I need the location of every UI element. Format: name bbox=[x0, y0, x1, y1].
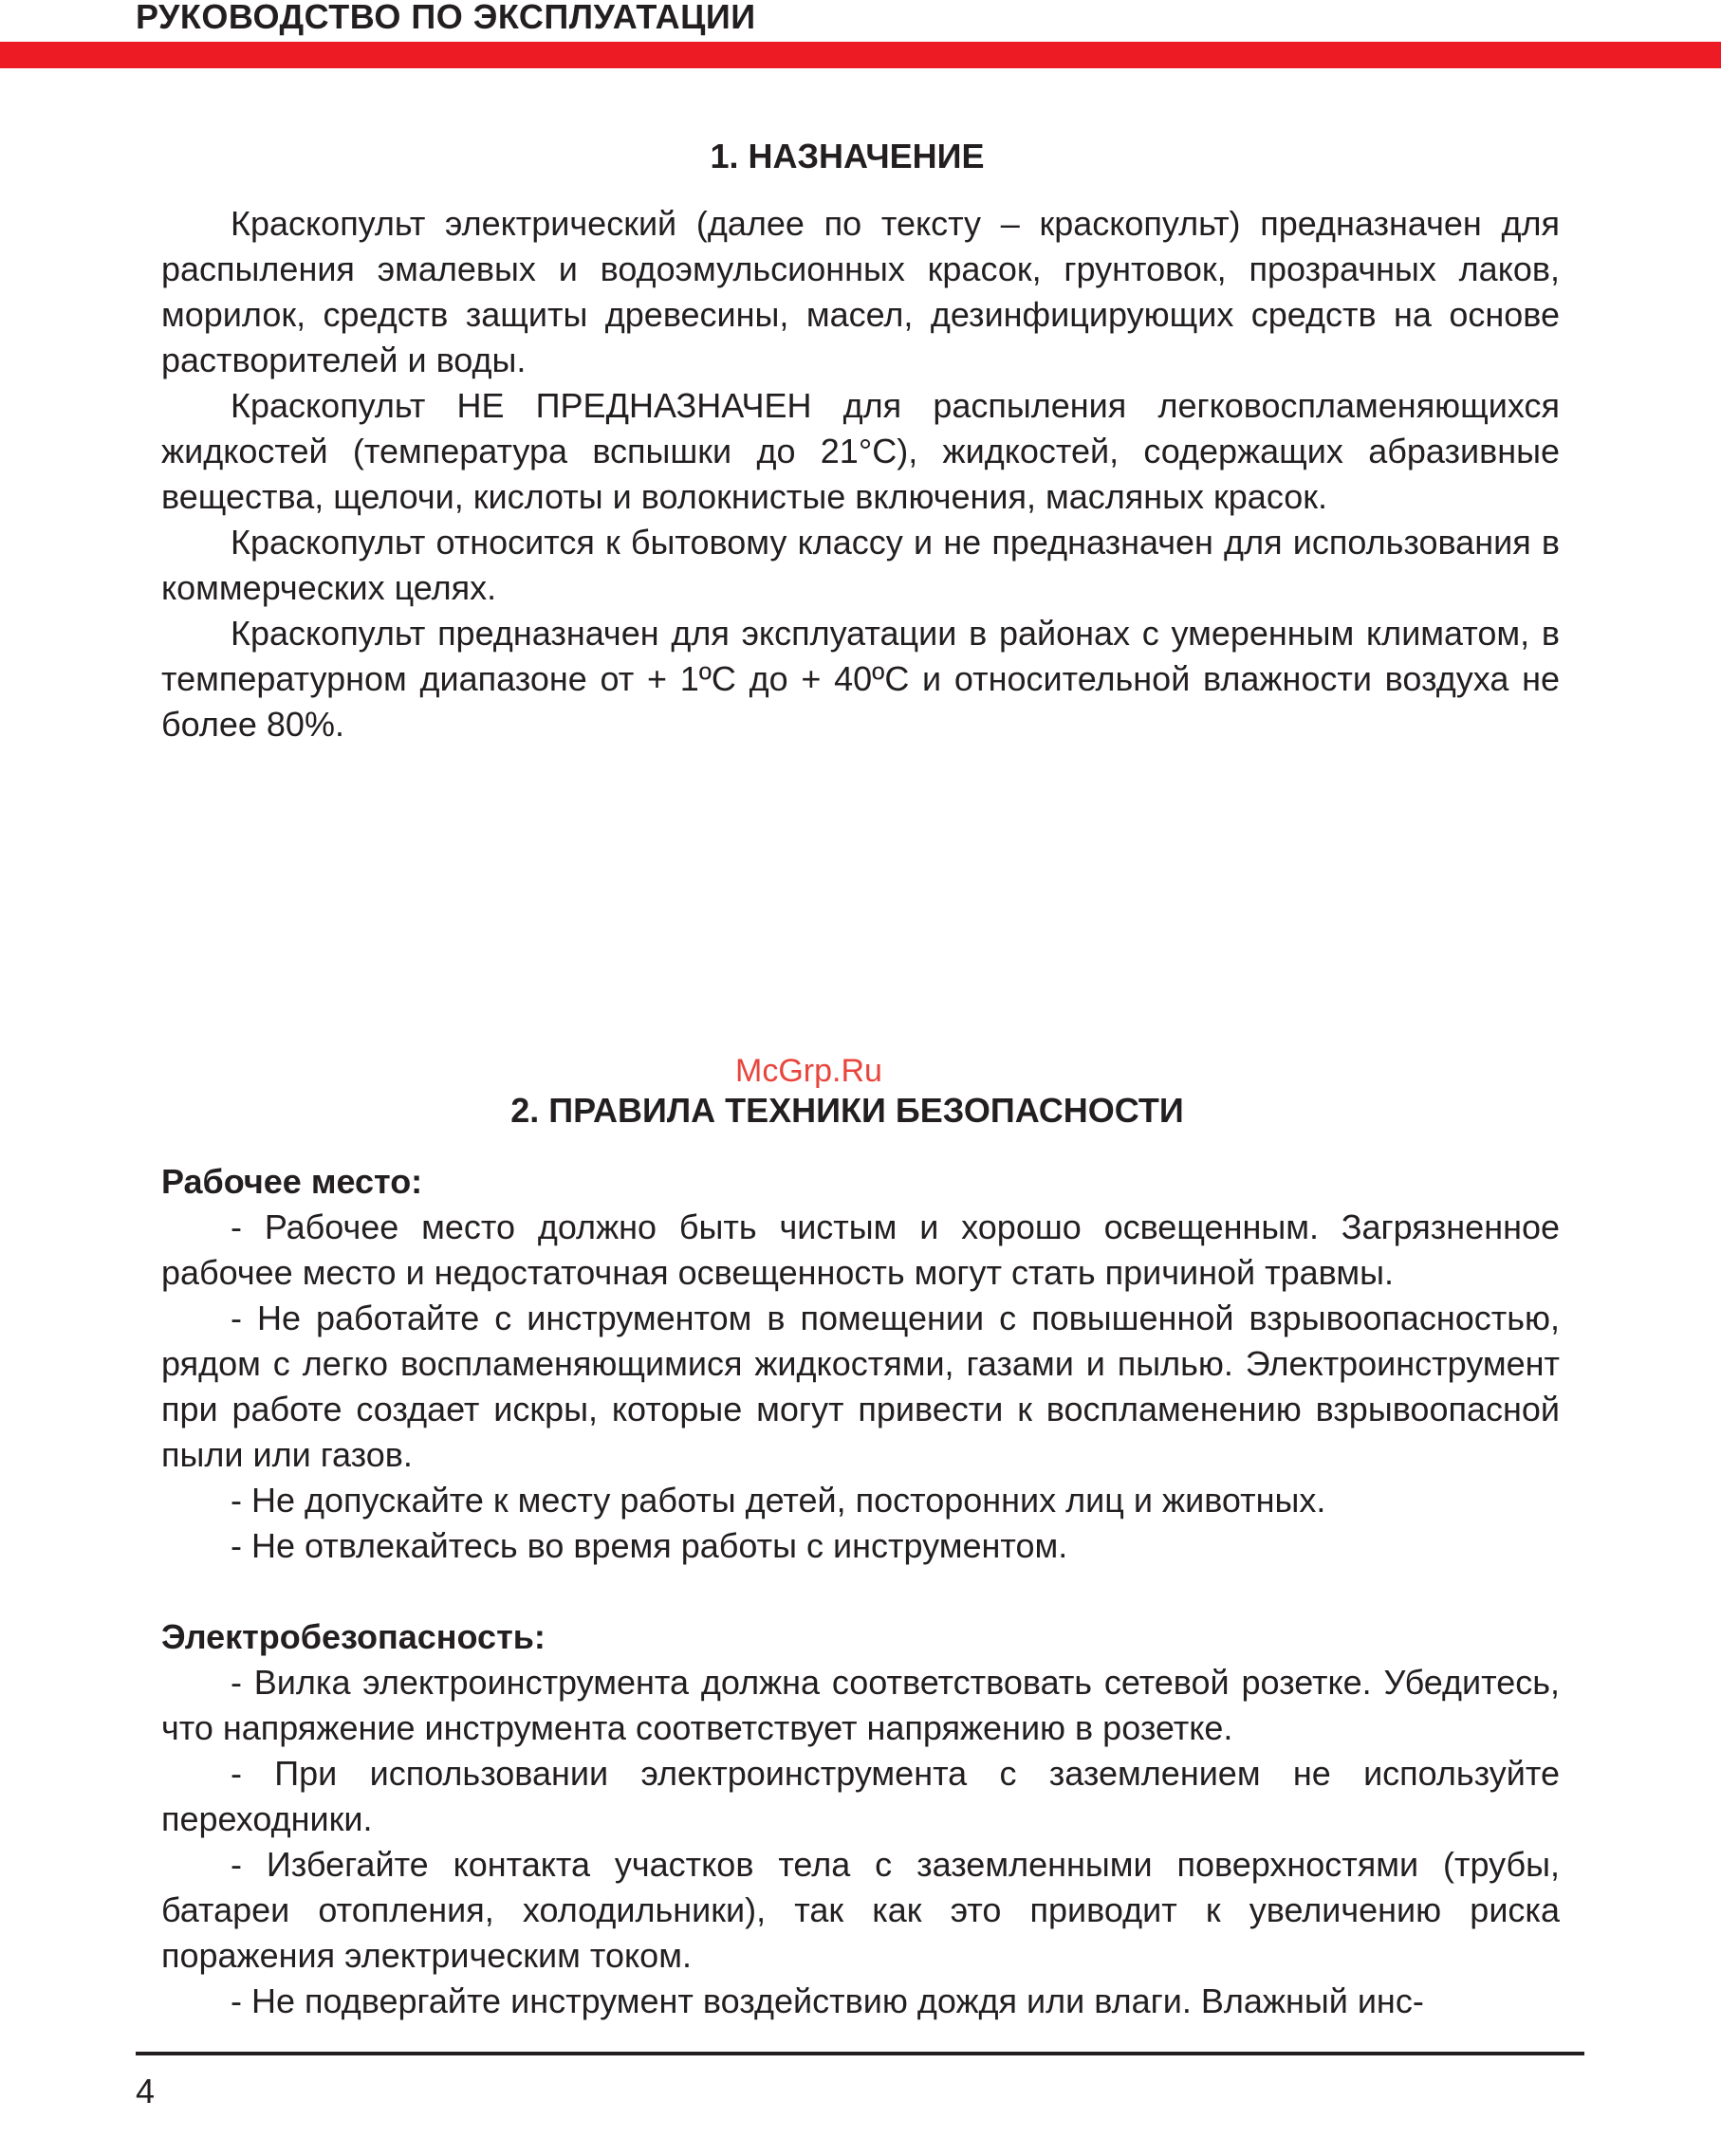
header-accent-bar bbox=[0, 42, 1721, 68]
footer-divider bbox=[136, 2052, 1584, 2055]
section-1-title: 1. НАЗНАЧЕНИЕ bbox=[710, 137, 985, 176]
electrical-safety-heading: Электробезопасность: bbox=[161, 1617, 546, 1656]
section-1-body bbox=[161, 201, 1560, 747]
electrical-safety-rule: - При использовании электроинструмента с заземлением не используйте переходники. bbox=[161, 1754, 1560, 1838]
section-1-paragraph: Краскопульт предназначен для эксплуатации в районах с умеренным климатом, в температурном диапазоне от + 1ºС до + 40ºС и относительной влажности воздуха не более 80%. bbox=[161, 614, 1560, 744]
workplace-rule: - Не отвлекайтесь во время работы с инструментом. bbox=[231, 1526, 1068, 1565]
electrical-safety-rules bbox=[161, 1660, 1560, 2024]
section-1-paragraph: Краскопульт НЕ ПРЕДНАЗНАЧЕН для распыления легковоспламеняющихся жидкостей (температура вспышки до 21°С), жидкостей, содержащих абразивные вещества, щелочи, кислоты и волокнистые включения, масляных красок. bbox=[161, 386, 1560, 516]
electrical-safety-rule: - Вилка электроинструмента должна соответствовать сетевой розетке. Убедитесь, что напряжение инструмента соответствует напряжению в розетке. bbox=[161, 1663, 1560, 1747]
section-1-paragraph: Краскопульт относится к бытовому классу и не предназначен для использования в коммерческих целях. bbox=[161, 523, 1560, 607]
workplace-rules bbox=[161, 1205, 1560, 1569]
section-1-paragraph: Краскопульт электрический (далее по тексту – краскопульт) предназначен для распыления эмалевых и водоэмульсионных красок, грунтовок, прозрачных лаков, морилок, средств защиты древесины, масел, дезинфицирующих средств на основе растворителей и воды. bbox=[161, 204, 1560, 379]
workplace-heading: Рабочее место: bbox=[161, 1162, 423, 1201]
watermark-text: McGrp.Ru bbox=[735, 1053, 882, 1089]
section-2-title: 2. ПРАВИЛА ТЕХНИКИ БЕЗОПАСНОСТИ bbox=[510, 1091, 1184, 1131]
electrical-safety-rule: - Избегайте контакта участков тела с заземленными поверхностями (трубы, батареи отопления, холодильники), так как это приводит к увеличению риска поражения электрическим током. bbox=[161, 1845, 1560, 1975]
workplace-rule: - Рабочее место должно быть чистым и хорошо освещенным. Загрязненное рабочее место и недостаточная освещенность могут стать причиной травмы. bbox=[161, 1207, 1560, 1292]
page-number: 4 bbox=[136, 2072, 156, 2110]
document-header-title: РУКОВОДСТВО ПО ЭКСПЛУАТАЦИИ bbox=[136, 0, 756, 36]
workplace-rule: - Не работайте с инструментом в помещении с повышенной взрывоопасностью, рядом с легко воспламеняющимися жидкостями, газами и пылью. Электроинструмент при работе создает искры, которые могут привести к воспламенению взрывоопасной пыли или газов. bbox=[161, 1299, 1560, 1474]
workplace-rule: - Не допускайте к месту работы детей, посторонних лиц и животных. bbox=[231, 1481, 1326, 1520]
electrical-safety-rule: - Не подвергайте инструмент воздействию дождя или влаги. Влажный инс- bbox=[231, 1981, 1424, 2020]
